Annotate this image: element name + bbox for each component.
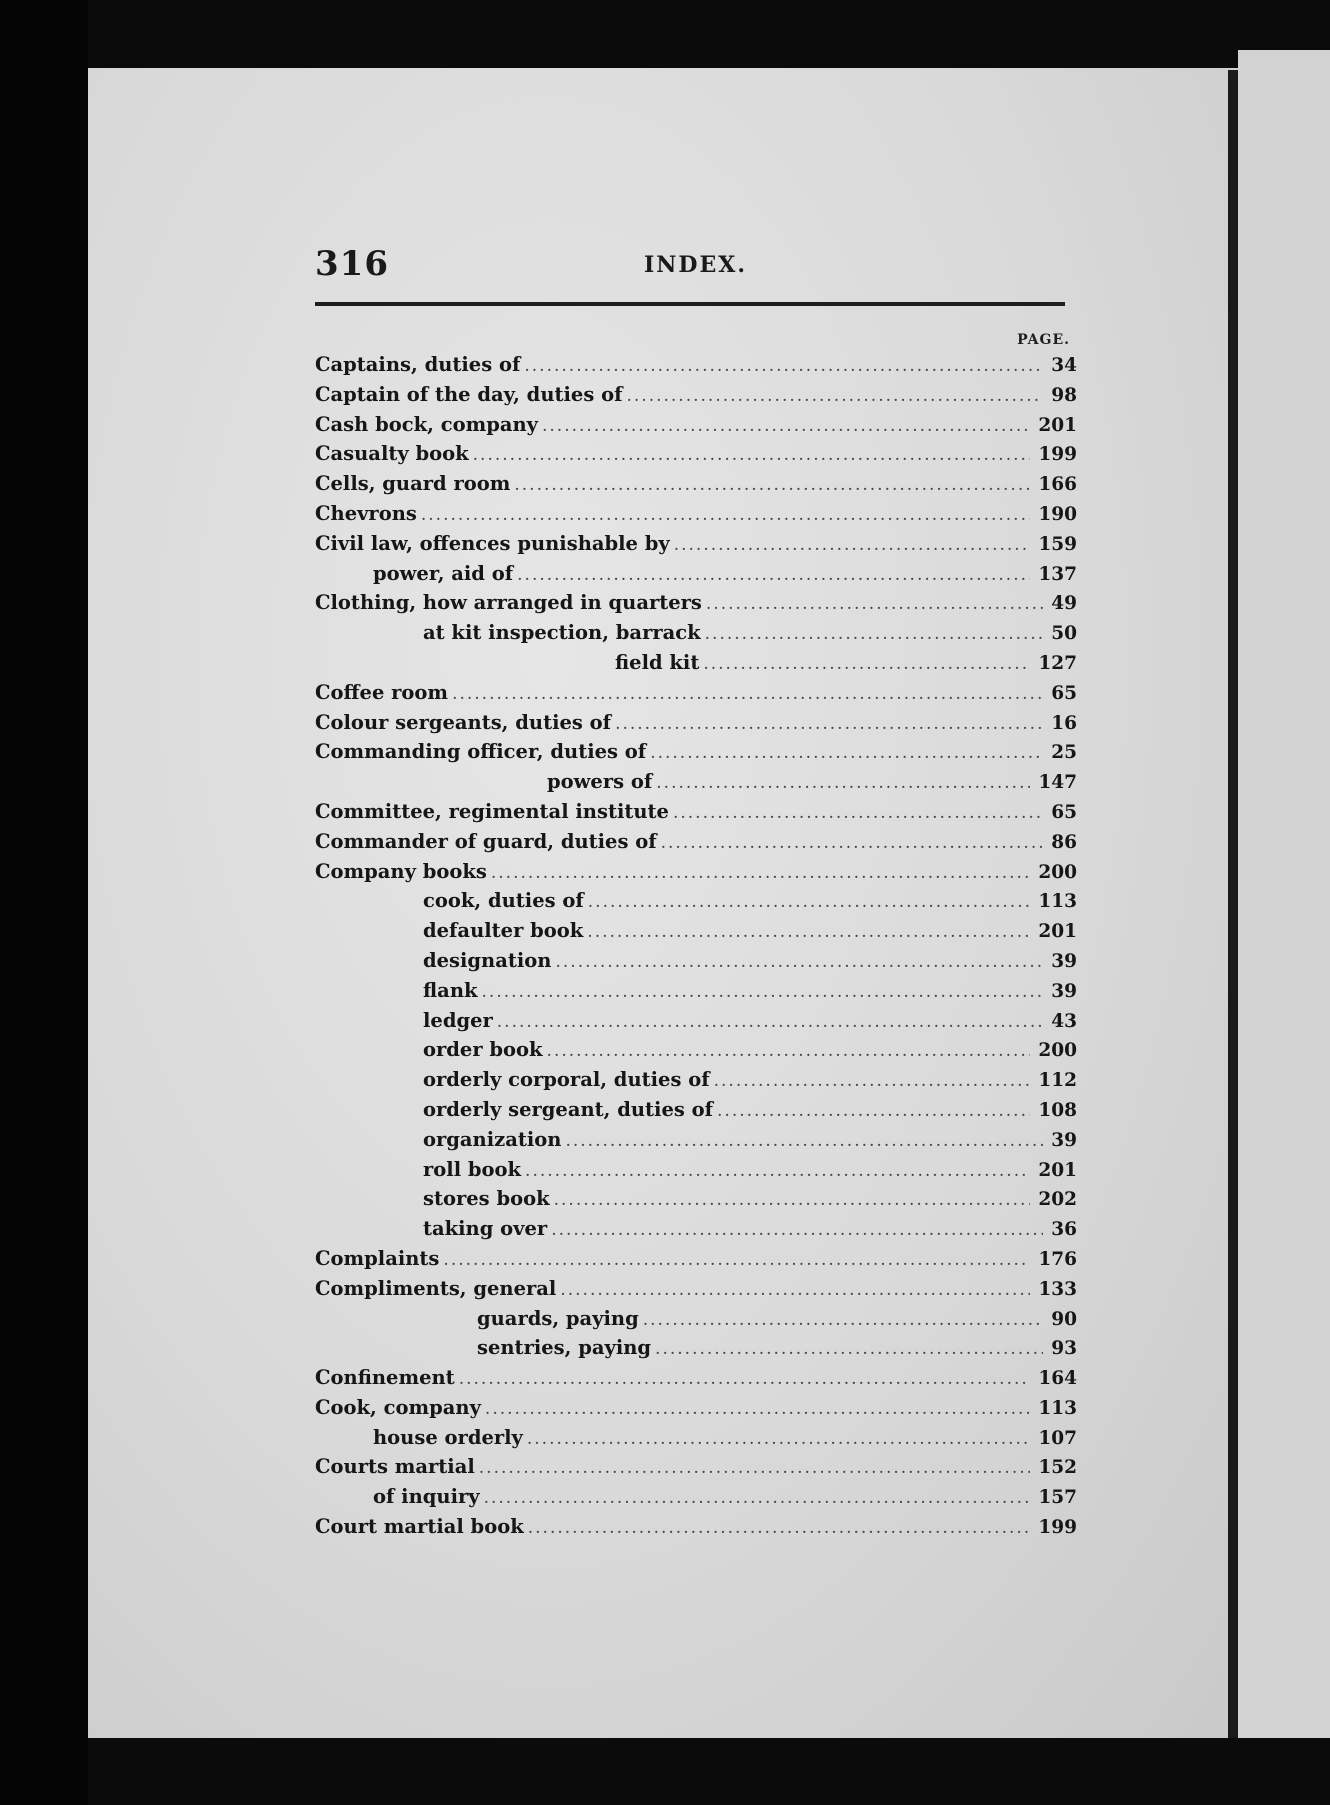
book-gutter	[1228, 70, 1238, 1740]
page-reference: 98	[1051, 384, 1077, 406]
dot-leader	[714, 1067, 1031, 1097]
dot-leader	[542, 412, 1030, 442]
dot-leader	[524, 352, 1043, 382]
index-entry	[315, 1274, 1077, 1304]
index-entry	[315, 1125, 1077, 1155]
index-entry	[315, 767, 1077, 797]
dot-leader	[484, 1484, 1031, 1514]
page-reference: 176	[1038, 1248, 1077, 1270]
page-reference: 202	[1038, 1189, 1077, 1211]
index-entry	[315, 678, 1077, 708]
dot-leader	[706, 590, 1043, 620]
page-reference: 113	[1038, 1397, 1077, 1419]
page-reference: 133	[1038, 1278, 1077, 1300]
dot-leader	[517, 561, 1030, 591]
index-term: Cash bock, company	[315, 412, 538, 436]
index-term: Committee, regimental institute	[315, 799, 669, 823]
index-entry	[315, 1333, 1077, 1363]
page-reference: 159	[1038, 533, 1077, 555]
index-term: defaulter book	[423, 919, 584, 943]
index-term: flank	[423, 978, 478, 1002]
index-term: at kit inspection, barrack	[423, 621, 701, 645]
dot-leader	[555, 948, 1043, 978]
index-entry	[315, 916, 1077, 946]
dot-leader	[717, 1097, 1030, 1127]
page-reference: 164	[1038, 1368, 1077, 1390]
page-reference: 39	[1051, 950, 1077, 972]
page-reference: 166	[1038, 474, 1077, 496]
dot-leader	[551, 1216, 1043, 1246]
scan-border-bottom	[88, 1738, 1330, 1805]
header-rule	[315, 302, 1065, 306]
dot-leader	[525, 1157, 1030, 1187]
page-reference: 39	[1051, 1129, 1077, 1151]
dot-leader	[528, 1514, 1031, 1544]
page-reference: 201	[1038, 921, 1077, 943]
page-reference: 127	[1038, 652, 1077, 674]
page-reference: 86	[1051, 831, 1077, 853]
index-term: roll book	[423, 1157, 522, 1181]
page-reference: 25	[1051, 742, 1077, 764]
dot-leader	[588, 888, 1031, 918]
dot-leader	[705, 620, 1044, 650]
index-entry	[315, 380, 1077, 410]
dot-leader	[514, 471, 1030, 501]
index-term: designation	[423, 948, 552, 972]
dot-leader	[560, 1276, 1030, 1306]
page-header	[315, 236, 1080, 286]
dot-leader	[497, 1008, 1043, 1038]
page-reference: 137	[1038, 563, 1077, 585]
page-reference: 49	[1051, 593, 1077, 615]
index-entry	[315, 1393, 1077, 1423]
index-entry	[315, 827, 1077, 857]
page-reference: 93	[1051, 1338, 1077, 1360]
index-entry	[315, 618, 1077, 648]
index-term: Coffee room	[315, 680, 449, 704]
index-term: Company books	[315, 859, 487, 883]
index-entry	[315, 1095, 1077, 1125]
index-entry	[315, 737, 1077, 767]
dot-leader	[587, 918, 1030, 948]
dot-leader	[527, 1425, 1031, 1455]
index-entry	[315, 1423, 1077, 1453]
index-term: orderly corporal, duties of	[423, 1068, 710, 1092]
dot-leader	[421, 501, 1031, 531]
dot-leader	[674, 531, 1031, 561]
dot-leader	[452, 680, 1042, 710]
index-term: Commander of guard, duties of	[315, 829, 657, 853]
index-entry	[315, 1452, 1077, 1482]
dot-leader	[554, 1186, 1031, 1216]
dot-leader	[547, 1037, 1031, 1067]
index-entry	[315, 946, 1077, 976]
page-reference: 34	[1051, 355, 1077, 376]
dot-leader	[615, 710, 1043, 740]
index-term: Confinement	[315, 1366, 455, 1390]
index-entry	[315, 1244, 1077, 1274]
index-term: Commanding officer, duties of	[315, 740, 647, 764]
dot-leader	[482, 978, 1044, 1008]
dot-leader	[703, 650, 1030, 680]
scan-border-left	[0, 0, 88, 1805]
page-reference: 36	[1051, 1219, 1077, 1241]
index-term: Cook, company	[315, 1395, 481, 1419]
index-entry	[315, 1304, 1077, 1334]
index-term: Compliments, general	[315, 1276, 557, 1300]
dot-leader	[650, 739, 1043, 769]
dot-leader	[643, 1306, 1044, 1336]
index-entry	[315, 410, 1077, 440]
index-list	[315, 350, 1077, 1542]
page-reference: 201	[1038, 414, 1077, 436]
index-term: Clothing, how arranged in quarters	[315, 591, 702, 615]
page-reference: 199	[1038, 444, 1077, 466]
page-reference: 107	[1038, 1427, 1077, 1449]
index-term: Civil law, offences punishable by	[315, 531, 670, 555]
index-term: Captain of the day, duties of	[315, 382, 623, 406]
page-reference: 43	[1051, 1010, 1077, 1032]
page-reference: 108	[1038, 1099, 1077, 1121]
index-term: Colour sergeants, duties of	[315, 710, 612, 734]
index-entry	[315, 1512, 1077, 1542]
index-entry	[315, 797, 1077, 827]
index-term: guards, paying	[477, 1306, 639, 1330]
index-term: Cells, guard room	[315, 472, 511, 496]
page-reference: 200	[1038, 861, 1077, 883]
index-entry	[315, 1035, 1077, 1065]
index-term: taking over	[423, 1217, 548, 1241]
dot-leader	[655, 1335, 1043, 1365]
index-entry	[315, 1155, 1077, 1185]
page-reference: 157	[1038, 1487, 1077, 1509]
page-reference: 152	[1038, 1457, 1077, 1479]
index-entry	[315, 976, 1077, 1006]
page-number: 316	[315, 244, 389, 284]
page-reference: 65	[1051, 801, 1077, 823]
index-term: of inquiry	[373, 1485, 480, 1509]
index-entry	[315, 350, 1077, 380]
index-term: house orderly	[373, 1425, 523, 1449]
page-reference: 65	[1051, 682, 1077, 704]
page-reference: 16	[1051, 712, 1077, 734]
index-entry	[315, 439, 1077, 469]
dot-leader	[479, 1454, 1031, 1484]
facing-page-edge	[1238, 50, 1330, 1750]
index-entry	[315, 559, 1077, 589]
index-entry	[315, 1065, 1077, 1095]
index-term: order book	[423, 1038, 543, 1062]
index-entry	[315, 886, 1077, 916]
index-entry	[315, 529, 1077, 559]
dot-leader	[656, 769, 1030, 799]
dot-leader	[661, 829, 1044, 859]
running-title: INDEX.	[644, 252, 747, 278]
page-reference: 199	[1038, 1517, 1077, 1539]
index-entry	[315, 1363, 1077, 1393]
page-reference: 147	[1038, 772, 1077, 794]
dot-leader	[443, 1246, 1030, 1276]
index-term: Complaints	[315, 1246, 440, 1270]
page-reference: 201	[1038, 1159, 1077, 1181]
index-term: organization	[423, 1127, 562, 1151]
page-reference: 190	[1038, 503, 1077, 525]
page-reference: 50	[1051, 623, 1077, 645]
index-term: power, aid of	[373, 561, 514, 585]
index-term: Casualty book	[315, 442, 469, 466]
index-term: Chevrons	[315, 501, 417, 525]
index-entry	[315, 708, 1077, 738]
index-entry	[315, 499, 1077, 529]
dot-leader	[485, 1395, 1030, 1425]
index-entry	[315, 1482, 1077, 1512]
dot-leader	[491, 859, 1031, 889]
index-entry	[315, 1006, 1077, 1036]
dot-leader	[565, 1127, 1043, 1157]
index-entry	[315, 857, 1077, 887]
index-term: Captains, duties of	[315, 353, 521, 376]
index-term: cook, duties of	[423, 889, 584, 913]
dot-leader	[459, 1365, 1031, 1395]
page-reference: 112	[1038, 1070, 1077, 1092]
dot-leader	[673, 799, 1043, 829]
index-term: stores book	[423, 1187, 550, 1211]
page-column-header: PAGE.	[1017, 332, 1070, 348]
page-reference: 113	[1038, 891, 1077, 913]
index-entry	[315, 648, 1077, 678]
dot-leader	[626, 382, 1043, 412]
index-term: Courts martial	[315, 1455, 475, 1479]
index-term: field kit	[615, 650, 700, 674]
index-term: orderly sergeant, duties of	[423, 1097, 714, 1121]
index-entry	[315, 1214, 1077, 1244]
index-term: Court martial book	[315, 1515, 524, 1539]
index-term: powers of	[547, 770, 653, 794]
page-reference: 39	[1051, 980, 1077, 1002]
index-term: ledger	[423, 1008, 493, 1032]
page-reference: 90	[1051, 1308, 1077, 1330]
dot-leader	[473, 441, 1031, 471]
page-reference: 200	[1038, 1040, 1077, 1062]
index-entry	[315, 588, 1077, 618]
index-entry	[315, 469, 1077, 499]
index-entry	[315, 1184, 1077, 1214]
index-term: sentries, paying	[477, 1336, 652, 1360]
